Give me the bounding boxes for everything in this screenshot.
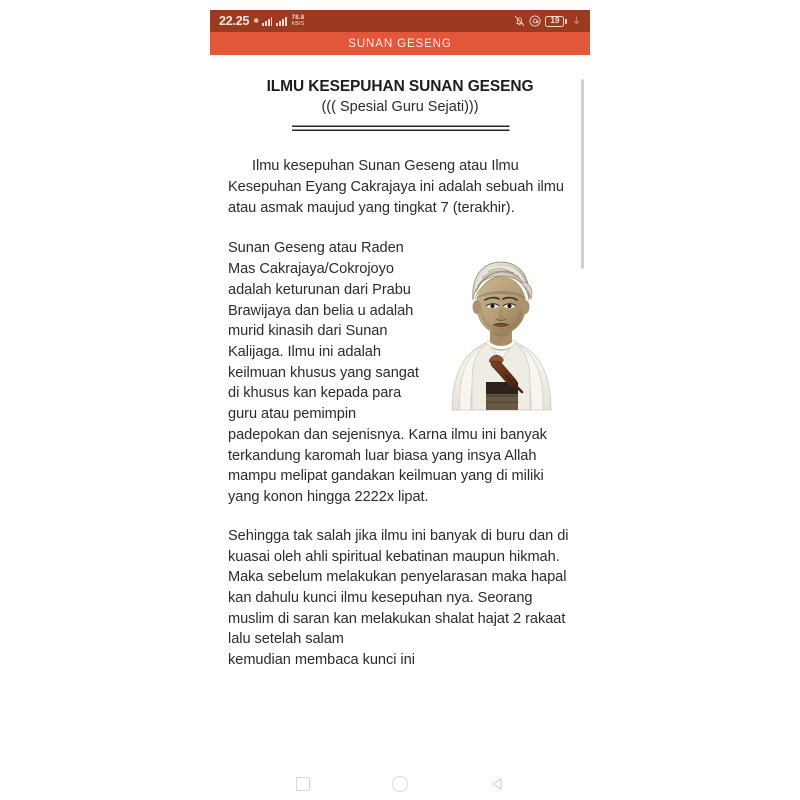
- network-speed-indicator: [292, 15, 305, 27]
- document-subtitle: ((( Spesial Guru Sejati))): [321, 99, 479, 116]
- document-divider: =================================: [291, 119, 509, 136]
- sim-asterisk-icon: ✱: [253, 17, 260, 25]
- document-title: ILMU KESEPUHAN SUNAN GESENG: [266, 78, 534, 95]
- article-content-scroll-area[interactable]: [210, 55, 590, 767]
- scrollbar-thumb[interactable]: [581, 79, 584, 269]
- back-button[interactable]: [484, 771, 510, 797]
- circle-home-icon: [392, 776, 408, 792]
- paragraph-3-clipped-line: kemudian membaca kunci ini: [228, 652, 415, 669]
- status-bar-clock: 22.25: [219, 13, 250, 28]
- at-circle-icon: [529, 15, 541, 27]
- square-recents-icon: [296, 777, 310, 791]
- home-button[interactable]: [387, 771, 413, 797]
- recents-button[interactable]: [290, 771, 316, 797]
- battery-percent-label: 19: [550, 16, 560, 25]
- app-bar-title: SUNAN GESENG: [348, 37, 452, 50]
- paragraph-2: Sunan Geseng atau Raden Mas Cakrajaya/Cokrojoyo adalah keturunan dari Prabu Brawijaya dan belia u adalah murid kinasih dari Sunan Kalijaga. Ilmu ini adalah keilmuan khusus yang sangat di khusus kan kepada para guru atau pemimpin padepokan dan sejenisnya. Karna ilmu ini banyak terkandung karomah luar biasa yang insya Allah mampu melipat gandakan keilmuan yang di miliki yang konon hingga 2222x lipat.: [228, 240, 547, 506]
- battery-cap: [565, 19, 567, 24]
- android-navigation-bar: [210, 767, 590, 800]
- phone-screen: [210, 10, 590, 800]
- status-bar: [210, 10, 590, 32]
- paragraph-2-block: [228, 238, 572, 507]
- network-speed-unit: KB/S: [291, 20, 305, 27]
- bell-slash-icon: [514, 15, 525, 27]
- battery-indicator: [545, 16, 567, 27]
- charging-bolt-icon: ⏚: [571, 15, 581, 26]
- paragraph-3-clipped-line-wrapper: [228, 650, 572, 669]
- battery-body: [545, 16, 564, 27]
- signal-bars-icon-sim2: [276, 17, 286, 26]
- network-speed-value: 78.8: [291, 14, 305, 21]
- status-bar-left-cluster: [219, 15, 304, 28]
- vertical-scrollbar[interactable]: [581, 55, 584, 767]
- app-bar: [210, 32, 590, 55]
- paragraph-3: Sehingga tak salah jika ilmu ini banyak di buru dan di kuasai oleh ahli spiritual kebatinan maupun hikmah. Maka sebelum melakukan penyelarasan maka hapal kan dahulu kunci ilmu kesepuhan nya. Seorang muslim di saran kan melakukan shalat hajat 2 rakaat lalu setelah salam: [228, 527, 569, 648]
- paragraph-1: Ilmu kesepuhan Sunan Geseng atau Ilmu Kesepuhan Eyang Cakrajaya ini adalah sebuah ilmu atau asmak maujud yang tingkat 7 (terakhir).: [228, 158, 564, 216]
- triangle-back-icon: [490, 777, 504, 791]
- sunan-geseng-portrait-image: [430, 242, 572, 410]
- status-bar-right-cluster: [514, 15, 581, 27]
- signal-bars-icon-sim1: [262, 17, 272, 26]
